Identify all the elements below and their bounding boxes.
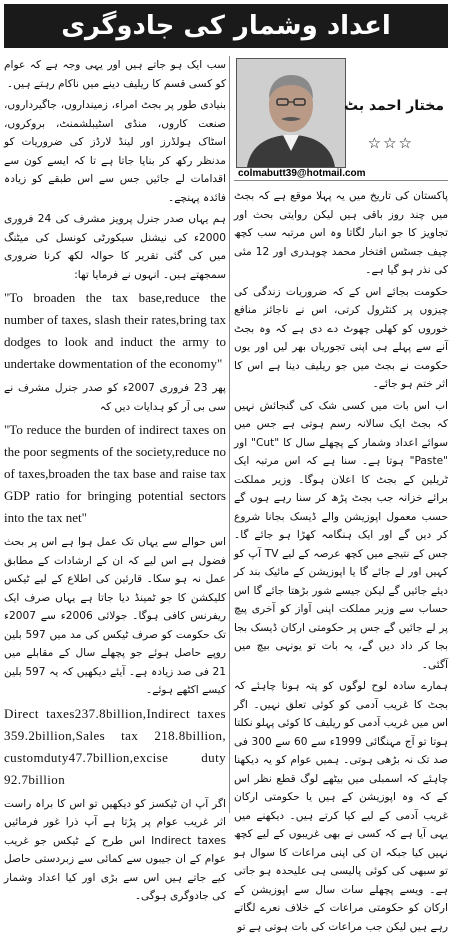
left-column bbox=[4, 56, 227, 902]
headline: اعداد وشمار کی جادوگری bbox=[61, 11, 391, 41]
paragraph: اب اس بات میں کسی شک کی گنجائش نہیں کہ بجٹ ایک سالانہ رسم ہوتی ہے جس میں سوائے اعداد وشمار کے پچھلے سال کا "Cut" اور "Paste" ہوتا ہے۔ سنا ہے کہ اس مرتبہ ایک ٹریلین کے بجٹ کا اعلان ہوگا۔ وزیر مملکت برائے خزانہ جب بجٹ پڑھ کر سنا رہے ہوں گے حسب معمول اپوزیشن والے ڈیسک بجانا شروع کر دیں گے اور ایک ہنگامہ کھڑا ہو جائے گا۔ جس کے نتیجے میں کچھ عرصہ کے لیے TV آپ کو کہیں اور لے جائے گا یا اپوزیشن کے مائیک بند کر دیئے جائیں گے لیکن جیسے شور بڑھتا جائے گا اس حساب سے وزیر مملکت اپنی آواز کو آخری پیچ پر لے جائیں گے جس پر حکومتی ارکان ڈیسک بجا بجا کر داد دیں گے، یہ بات تو یونہی بیچ میں آگئی۔ bbox=[234, 399, 448, 671]
tax-figures: Direct taxes237.8billion,Indirect taxes 359.2billion,Sales tax 218.8billion, customduty47.7billion,excise duty 92.7billion bbox=[4, 705, 226, 787]
quote-english: "To broaden the tax base,reduce the number of taxes, slash their rates,bring tax dodges to look and induct the army to undertake dowmentation of the economy" bbox=[4, 290, 226, 371]
quote-english: "To reduce the burden of indirect taxes on the poor segments of the society,reduce no of taxes,broaden the tax base and raise tax GDP ratio for bringing potential sectors into the tax net" bbox=[4, 422, 226, 525]
author-email: colmabutt39@hotmail.com bbox=[238, 168, 366, 179]
author-portrait-icon bbox=[237, 59, 345, 167]
paragraph: پاکستان کی تاریخ میں یہ پہلا موقع ہے کہ بجٹ میں چند روز باقی ہیں لیکن روایتی بحث اور تجاویز کا جو انبار لگاتا وہ اس مرتبہ سب کچھ چیف جسٹس افتخار محمد چوہدری اور 12 مئی کی نذر ہو گیا ہے۔ bbox=[234, 190, 448, 276]
paragraph: ہمارے سادہ لوح لوگوں کو پتہ ہونا چاہئے کہ بجٹ کا غریب آدمی کو کوئی تعلق نہیں۔ اگر اس میں غریب آدمی کو ریلیف کا کوئی پہلو نکلتا ہوتا تو آج مہنگائی 1999ء سے 60 سے 300 فی صد تک نہ بڑھی ہوتی۔ ہمیں عوام کو یہ دیکھنا چاہئے کہ اسمبلی میں بیٹھے لوگ قطع نظر اس کے کہ وہ اپوزیشن کے ہیں یا حکومتی ارکان غریب آدمی کے لیے کیا کرتے ہیں۔ دیکھنے میں یہی آیا ہے کہ کسی نے بھی غریبوں کے لیے کچھ نہیں کیا جبکہ ان کی اپنی مراعات کا سوال ہو تو سبھی کی کوئی پالیسی ہی علیحدہ ہو جاتی ہے۔ ویسے پچھلے سات سال سے اپوزیشن کے ارکان کو حکومتی مراعات کے خلاف نعرے لگاتے رہے ہیں لیکن جب مراعات کی بات ہوتی ہے تو bbox=[234, 680, 448, 933]
author-photo bbox=[236, 58, 346, 168]
headline-banner bbox=[4, 4, 448, 48]
right-column bbox=[234, 56, 448, 933]
paragraph: پھر 23 فروری 2007ء کو صدر جنرل مشرف نے سی بی آر کو ہدایات دیں کہ bbox=[4, 382, 227, 413]
paragraph: اگر آپ ان ٹیکسز کو دیکھیں تو اس کا براہ راست اثر غریب عوام پر پڑتا ہے آپ ذرا غور فرمائیں Indirect taxes اس طرح کے ٹیکس جو غریب عوام کے ان جیبوں سے کمائی سے زبردستی حاصل کیے جاتے ہیں اس سے بڑی اور کیا اعداد وشمار کی جادوگری ہوگی۔ bbox=[4, 797, 226, 902]
rating-stars: ☆☆☆ bbox=[367, 134, 414, 152]
paragraph: اس حوالے سے یہاں تک عمل ہوا ہے اس پر بحث فضول ہے اس لیے کہ ان کے ارشادات کے مطابق عمل نہ ہو سکا۔ قارئین کی اطلاع کے لیے ٹیکس کلیکشن کا جو ٹمینڈ دیا جاتا ہے یہاں صرف ایک ریفرنس کافی ہوگا۔ جولائی 2006ء سے 2007ء تک حکومت کو صرف ٹیکس کی مد میں 597 بلین روپے حاصل ہوئے جو پچھلے سال کے مقابلے میں 21 فی صد زیادہ ہے۔ آیئے دیکھیں کہ یہ 597 بلین کیسے اکٹھے ہوئے۔ bbox=[4, 536, 227, 696]
author-name: مختار احمد بٹ bbox=[344, 98, 444, 114]
paragraph: سب ایک ہو جاتے ہیں اور یہی وجہ ہے کہ عوام کو کسی قسم کا ریلیف دینے میں ناکام رہتے ہیں۔ bbox=[4, 59, 226, 90]
byline bbox=[234, 56, 448, 181]
paragraph: ہم یہاں صدر جنرل پرویز مشرف کی 24 فروری 2000ء کی نیشنل سیکورٹی کونسل کی میٹنگ میں کی گئی تقریر کا حوالہ لکھ کرنا ضروری سمجھتے ہیں۔ انہوں نے فرمایا تھا: bbox=[4, 213, 226, 281]
column-divider bbox=[229, 56, 230, 813]
paragraph: بنیادی طور پر بجٹ امراء، زمینداروں، جاگیرداروں، صنعت کاروں، منڈی اسٹیبلشمنٹ، بروکروں، اسٹاک ہولڈرز اور لینڈ لارڈز کی ضروریات کو مدنظر رکھ کر بنایا جاتا ہے تا کہ ایسے کون سے اقدامات لے جائیں جس سے اس طبقے کو زیادہ فائدہ پہنچے۔ bbox=[4, 99, 226, 204]
paragraph: حکومت بجائے اس کے کہ ضروریات زندگی کی چیزوں پر کنٹرول کرتی، اس نے ناجائز منافع خوروں کو کھلی چھوٹ دے دی ہے کہ وہ بجٹ آنے سے پہلے ہی اپنی تجوریاں بھر لیں اور یوں حکومت نے بجٹ میں جو ریلیف دینا ہے اس کا اثر ختم ہو جائے۔ bbox=[234, 285, 448, 390]
